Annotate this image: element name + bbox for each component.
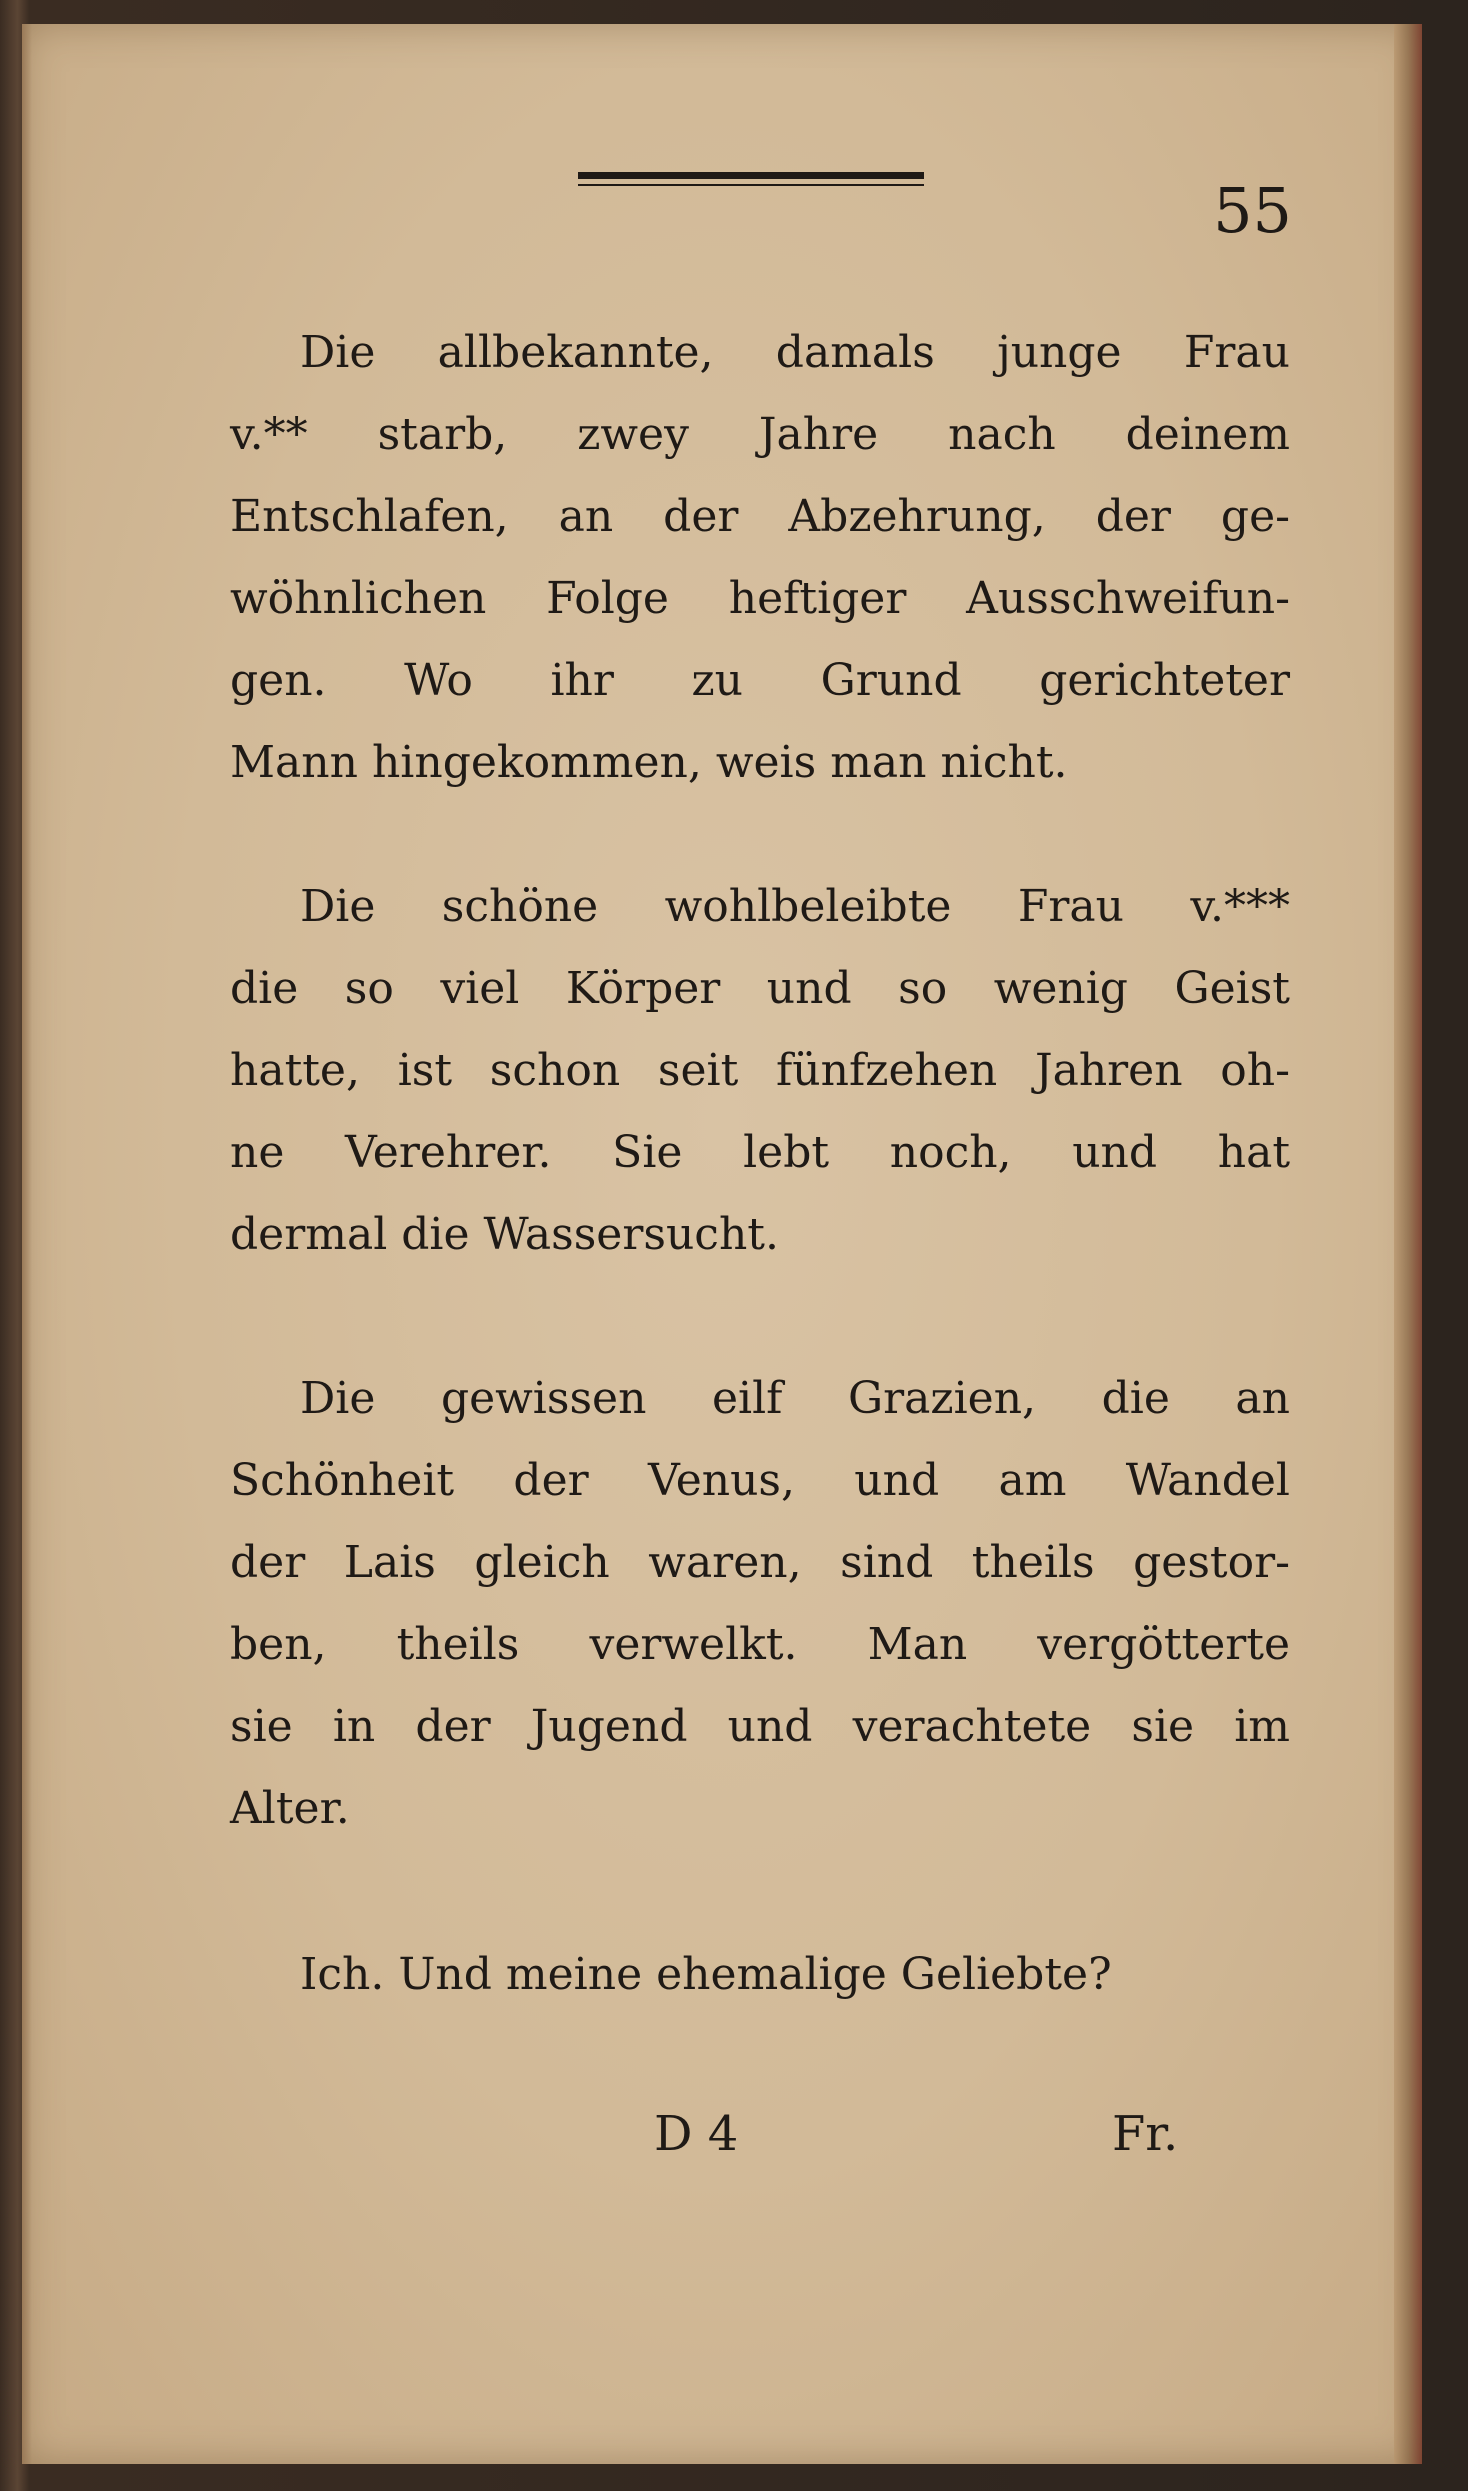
- paragraph-4: [230, 1934, 1290, 2016]
- text-line: v.** starb, zwey Jahre nach deinem: [230, 409, 1290, 460]
- paragraph-3: [230, 1358, 1290, 1850]
- text-line: Die allbekannte, damals junge Frau: [300, 327, 1290, 378]
- catchword: Fr.: [1112, 2106, 1179, 2162]
- text-line: gen. Wo ihr zu Grund gerichteter: [230, 655, 1290, 706]
- header-rule-thin: [578, 184, 924, 186]
- text-line: Alter.: [230, 1783, 350, 1834]
- header-rule: [578, 172, 924, 184]
- book-page: [22, 24, 1422, 2464]
- signature-mark: D 4: [654, 2106, 739, 2162]
- text-line: ne Verehrer. Sie lebt noch, und hat: [230, 1127, 1290, 1178]
- text-line: Die schöne wohlbeleibte Frau v.***: [300, 881, 1290, 932]
- text-line: Ich. Und meine ehemalige Geliebte?: [300, 1949, 1112, 2000]
- text-line: die so viel Körper und so wenig Geist: [230, 963, 1290, 1014]
- text-line: Entschlafen, an der Abzehrung, der ge-: [230, 491, 1290, 542]
- text-line: hatte, ist schon seit fünfzehen Jahren oh-: [230, 1045, 1290, 1096]
- text-line: Mann hingekommen, weis man nicht.: [230, 737, 1068, 788]
- paragraph-1: [230, 312, 1290, 804]
- paragraph-2: [230, 866, 1290, 1276]
- page-edge: [1394, 24, 1422, 2464]
- page-number: 55: [1213, 174, 1292, 247]
- page-gutter-shadow: [22, 24, 32, 2464]
- header-rule-thick: [578, 172, 924, 179]
- text-line: wöhnlichen Folge heftiger Ausschweifun-: [230, 573, 1290, 624]
- text-line: Schönheit der Venus, und am Wandel: [230, 1455, 1290, 1506]
- text-line: sie in der Jugend und verachtete sie im: [230, 1701, 1290, 1752]
- text-line: der Lais gleich waren, sind theils gestor-: [230, 1537, 1290, 1588]
- text-line: Die gewissen eilf Grazien, die an: [300, 1373, 1290, 1424]
- text-line: ben, theils verwelkt. Man vergötterte: [230, 1619, 1290, 1670]
- text-line: dermal die Wassersucht.: [230, 1209, 779, 1260]
